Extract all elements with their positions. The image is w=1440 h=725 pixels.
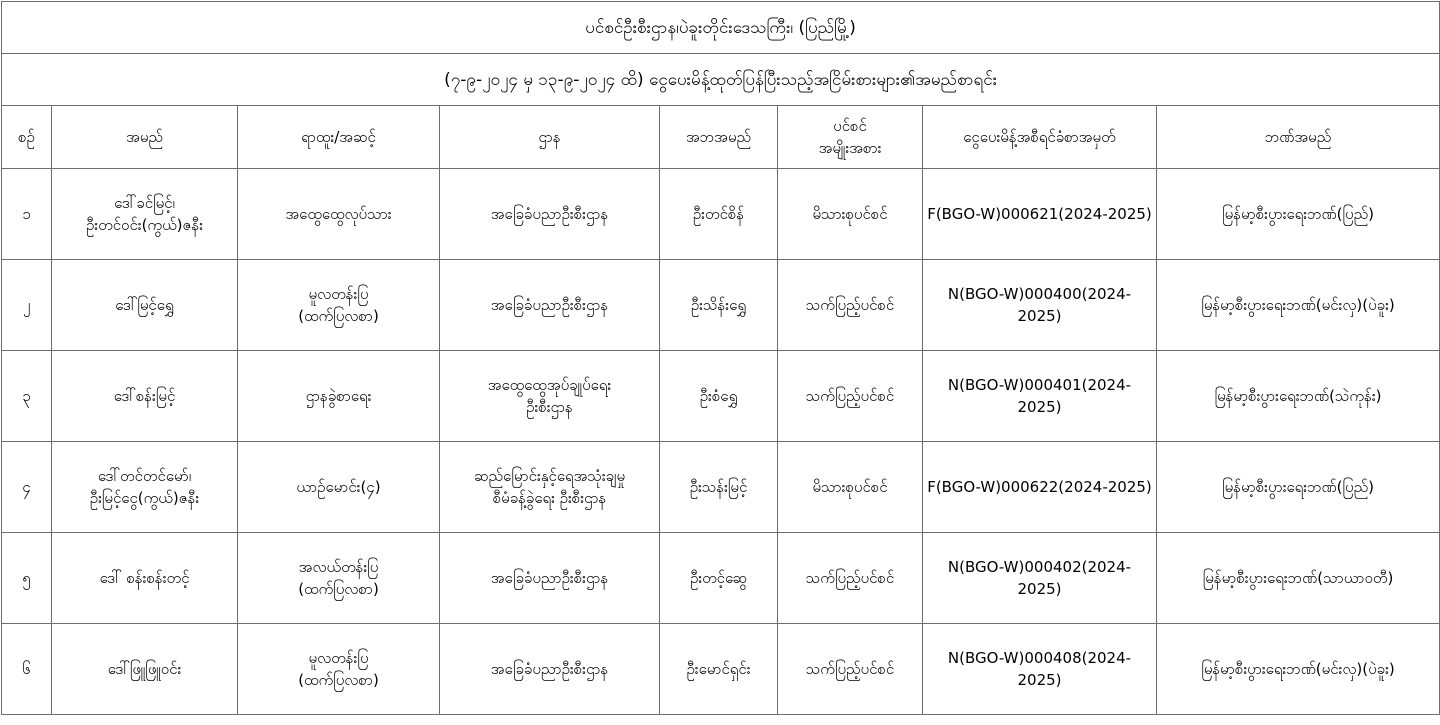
cell-department: အခြေခံပညာဦးစီးဌာန <box>440 624 660 715</box>
cell-no: ၃ <box>2 351 52 442</box>
cell-name: ဒေါ်တင်တင်မော်၊ ဦးမြင့်ငွေ(ကွယ်)ဇနီး <box>52 442 238 533</box>
table-body <box>2 169 1440 715</box>
cell-department: အခြေခံပညာဦးစီးဌာန <box>440 533 660 624</box>
cell-order-no: N(BGO-W)000400(2024-2025) <box>923 260 1157 351</box>
header-name: အမည် <box>52 106 238 169</box>
cell-name: ဒေါ်မြင့်ရွှေ <box>52 260 238 351</box>
cell-department: ဆည်မြောင်းနှင့်ရေအသုံးချမှု စီမံခန့်ခွဲရေး ဦးစီးဌာန <box>440 442 660 533</box>
cell-order-no: N(BGO-W)000402(2024-2025) <box>923 533 1157 624</box>
cell-rank: အလယ်တန်းပြ (ထက်ပြလစာ) <box>238 533 440 624</box>
document-subtitle: (၇-၉-၂၀၂၄ မှ ၁၃-၉-၂၀၂၄ ထိ) ငွေပေးမိန့်ထုတ်ပြန်ပြီးသည့်အငြိမ်းစားများ၏အမည်စာရင်း <box>2 54 1440 106</box>
cell-bank: မြန်မာ့စီးပွားရေးဘဏ်(ပြည်) <box>1157 442 1440 533</box>
cell-father: ဦးတင်စိန် <box>660 169 778 260</box>
cell-pension-type: မိသားစုပင်စင် <box>778 169 923 260</box>
cell-bank: မြန်မာ့စီးပွားရေးဘဏ်(သာယာဝတီ) <box>1157 533 1440 624</box>
header-pension-type: ပင်စင် အမျိုးအစား <box>778 106 923 169</box>
header-order-no: ငွေပေးမိန့်အစီရင်ခံစာအမှတ် <box>923 106 1157 169</box>
cell-bank: မြန်မာ့စီးပွားရေးဘဏ်(သဲကုန်း) <box>1157 351 1440 442</box>
cell-department: အခြေခံပညာဦးစီးဌာန <box>440 169 660 260</box>
table-header-row <box>2 106 1440 169</box>
cell-name: ဒေါ်ခင်မြင့်၊ ဦးတင်ဝင်း(ကွယ်)ဇနီး <box>52 169 238 260</box>
cell-pension-type: သက်ပြည့်ပင်စင် <box>778 533 923 624</box>
cell-rank: မူလတန်းပြ (ထက်ပြလစာ) <box>238 624 440 715</box>
cell-name: ဒေါ်စန်းမြင့် <box>52 351 238 442</box>
cell-department: အထွေထွေအုပ်ချုပ်ရေး ဦးစီးဌာန <box>440 351 660 442</box>
cell-order-no: N(BGO-W)000401(2024-2025) <box>923 351 1157 442</box>
table-row <box>2 533 1440 624</box>
cell-pension-type: သက်ပြည့်ပင်စင် <box>778 351 923 442</box>
header-department: ဌာန <box>440 106 660 169</box>
cell-father: ဦးတင့်ဆွေ <box>660 533 778 624</box>
cell-rank: ဌာနခွဲစာရေး <box>238 351 440 442</box>
cell-department: အခြေခံပညာဦးစီးဌာန <box>440 260 660 351</box>
cell-father: ဦးသန်းမြင့် <box>660 442 778 533</box>
cell-pension-type: သက်ပြည့်ပင်စင် <box>778 624 923 715</box>
cell-father: ဦးမောင်ရှင်း <box>660 624 778 715</box>
pension-table <box>1 1 1440 715</box>
table-row <box>2 169 1440 260</box>
cell-pension-type: သက်ပြည့်ပင်စင် <box>778 260 923 351</box>
cell-no: ၅ <box>2 533 52 624</box>
cell-father: ဦးသိန်းရွှေ <box>660 260 778 351</box>
cell-order-no: N(BGO-W)000408(2024-2025) <box>923 624 1157 715</box>
cell-pension-type: မိသားစုပင်စင် <box>778 442 923 533</box>
header-father: အဘအမည် <box>660 106 778 169</box>
cell-order-no: F(BGO-W)000621(2024-2025) <box>923 169 1157 260</box>
cell-no: ၂ <box>2 260 52 351</box>
document-title: ပင်စင်ဦးစီးဌာန၊ပဲခူးတိုင်းဒေသကြီး၊ (ပြည်မြို့) <box>2 2 1440 54</box>
cell-bank: မြန်မာ့စီးပွားရေးဘဏ်(မင်းလှ)(ပဲခူး) <box>1157 624 1440 715</box>
cell-father: ဦးစံရွှေ <box>660 351 778 442</box>
table-row <box>2 624 1440 715</box>
table-row <box>2 442 1440 533</box>
cell-name: ဒေါ်ဖြူဖြူဝင်း <box>52 624 238 715</box>
header-bank: ဘဏ်အမည် <box>1157 106 1440 169</box>
cell-order-no: F(BGO-W)000622(2024-2025) <box>923 442 1157 533</box>
header-rank: ရာထူး/အဆင့် <box>238 106 440 169</box>
cell-no: ၆ <box>2 624 52 715</box>
table-row <box>2 351 1440 442</box>
header-no: စဉ် <box>2 106 52 169</box>
cell-bank: မြန်မာ့စီးပွားရေးဘဏ်(မင်းလှ)(ပဲခူး) <box>1157 260 1440 351</box>
cell-rank: ယာဉ်မောင်း(၄) <box>238 442 440 533</box>
cell-no: ၄ <box>2 442 52 533</box>
cell-bank: မြန်မာ့စီးပွားရေးဘဏ်(ပြည်) <box>1157 169 1440 260</box>
table-row <box>2 260 1440 351</box>
cell-rank: အထွေထွေလုပ်သား <box>238 169 440 260</box>
cell-name: ဒေါ် စန်းစန်းတင့် <box>52 533 238 624</box>
cell-rank: မူလတန်းပြ (ထက်ပြလစာ) <box>238 260 440 351</box>
cell-no: ၁ <box>2 169 52 260</box>
